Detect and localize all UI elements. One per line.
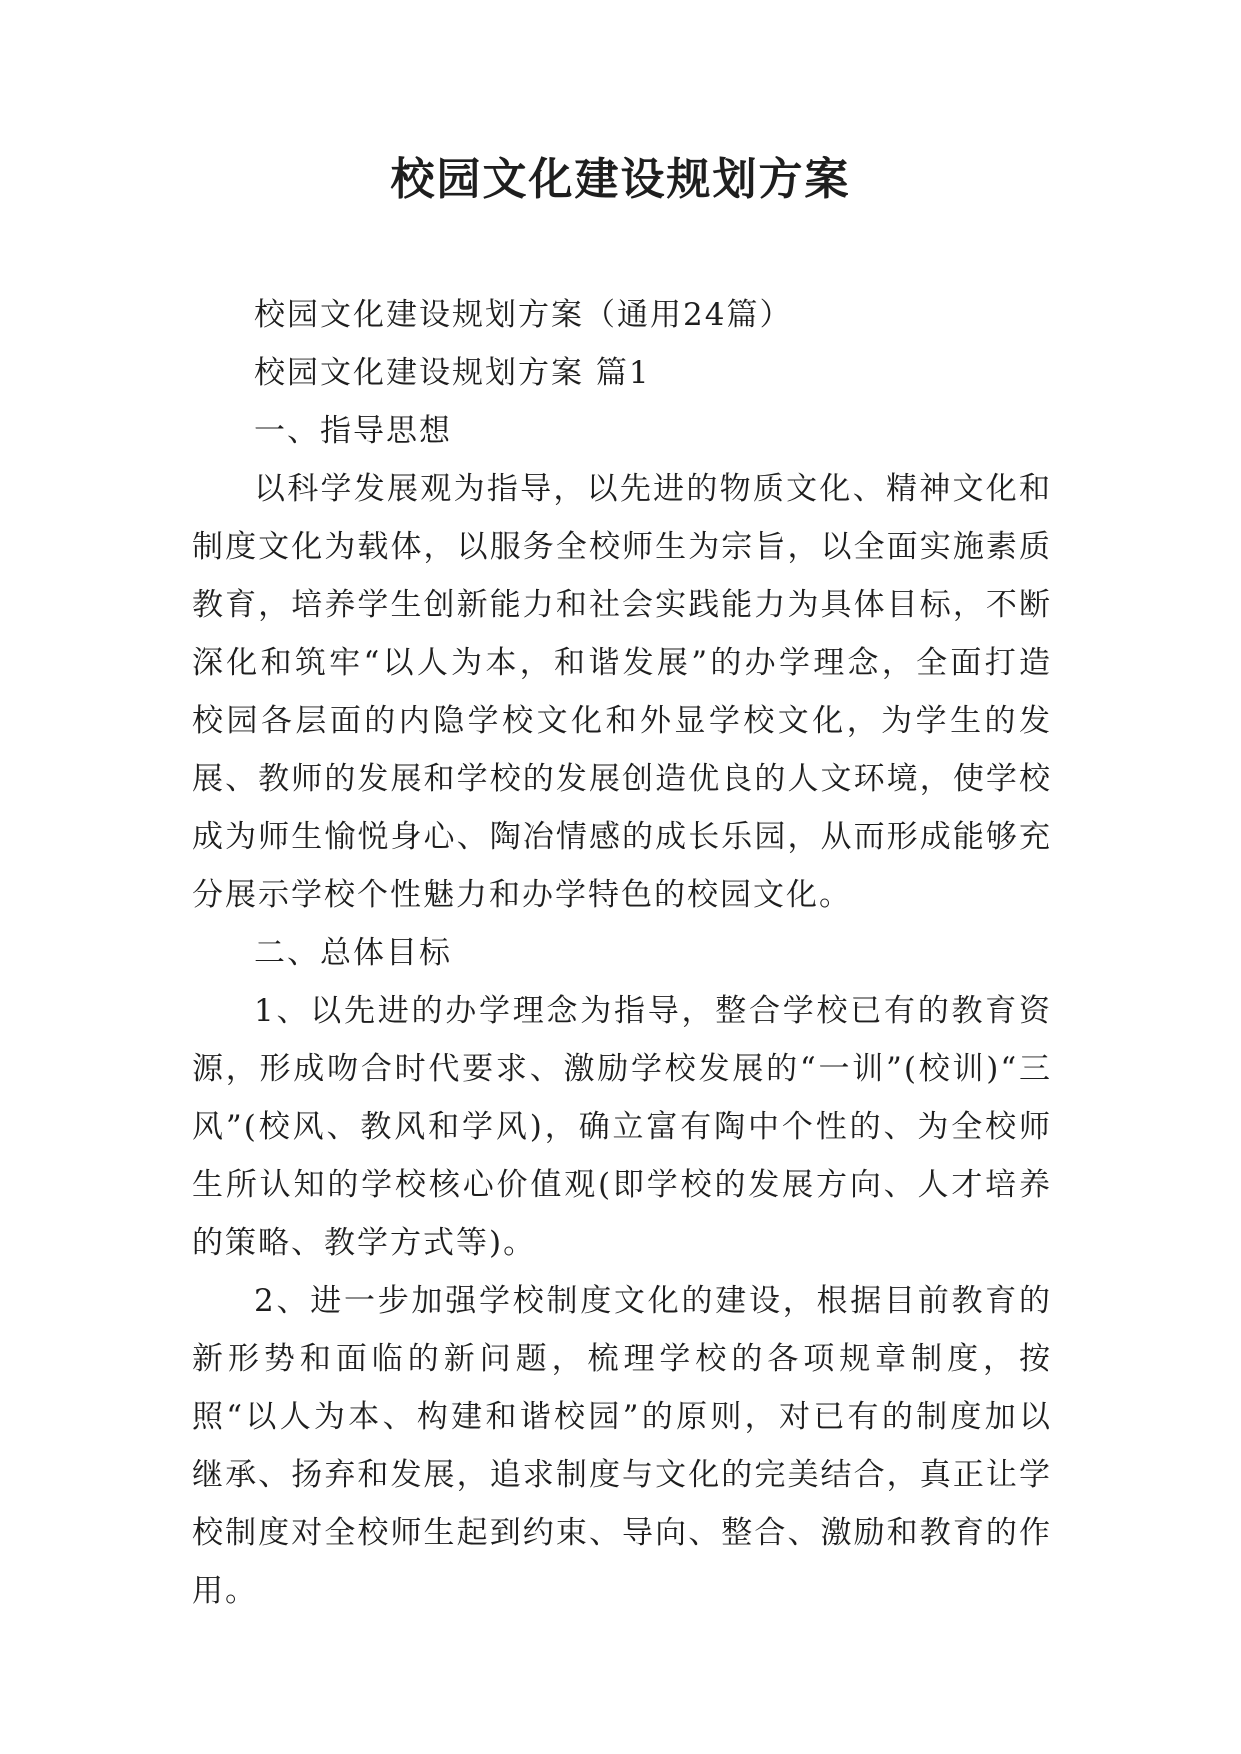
paragraph-goal-2: 2、进一步加强学校制度文化的建设，根据目前教育的新形势和面临的新问题，梳理学校的各项规章制度，按照“以人为本、构建和谐校园”的原则，对已有的制度加以继承、扬弃和发展，追求制度与文化的完美结合，真正让学校制度对全校师生起到约束、导向、整合、激励和教育的作用。 bbox=[192, 1283, 1052, 1609]
paragraph-goal-1: 1、以先进的办学理念为指导，整合学校已有的教育资源，形成吻合时代要求、激励学校发展的“一训”(校训)“三风”(校风、教风和学风)，确立富有陶中个性的、为全校师生所认知的学校核心价值观(即学校的发展方向、人才培养的策略、教学方式等)。 bbox=[192, 993, 1052, 1261]
subtitle-paragraph: 校园文化建设规划方案（通用24篇） bbox=[254, 297, 793, 333]
document-body bbox=[192, 286, 1052, 1620]
heading-overall-goals: 二、总体目标 bbox=[254, 935, 452, 971]
document-title: 校园文化建设规划方案 bbox=[390, 154, 851, 205]
section-heading-part-1: 校园文化建设规划方案 篇1 bbox=[254, 355, 651, 391]
heading-guiding-ideology: 一、指导思想 bbox=[254, 413, 452, 449]
paragraph-guiding-ideology: 以科学发展观为指导，以先进的物质文化、精神文化和制度文化为载体，以服务全校师生为宗旨，以全面实施素质教育，培养学生创新能力和社会实践能力为具体目标，不断深化和筑牢“以人为本，和谐发展”的办学理念，全面打造校园各层面的内隐学校文化和外显学校文化，为学生的发展、教师的发展和学校的发展创造优良的人文环境，使学校成为师生愉悦身心、陶冶情感的成长乐园，从而形成能够充分展示学校个性魅力和办学特色的校园文化。 bbox=[192, 471, 1052, 913]
